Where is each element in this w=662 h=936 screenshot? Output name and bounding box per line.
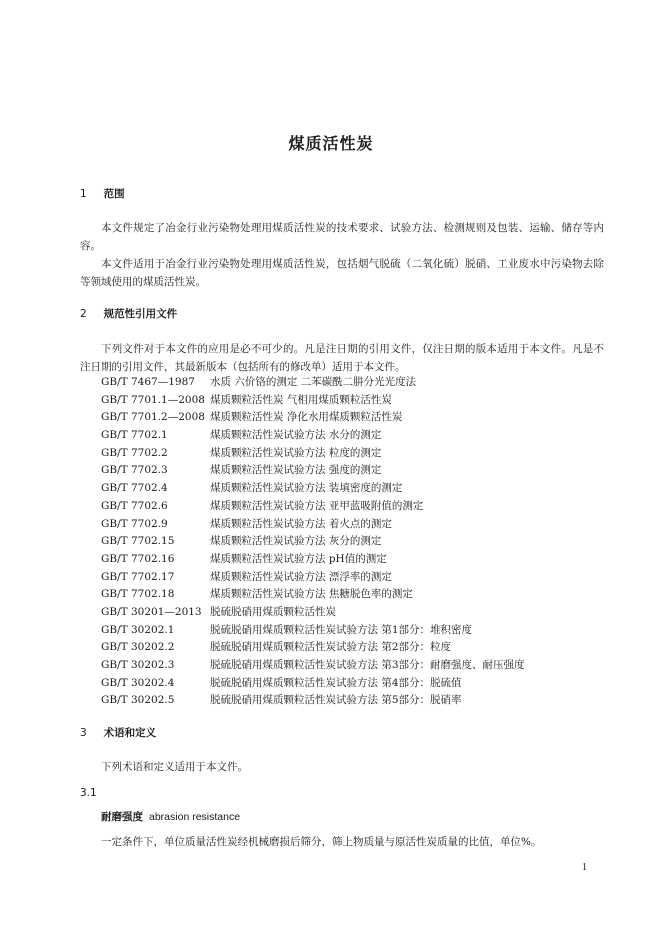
reference-code: GB/T 30202.3	[101, 659, 175, 671]
term-name-cn: 耐磨强度	[101, 811, 143, 823]
section-1-number: 1	[80, 188, 87, 200]
reference-title: 脱硫脱硝用煤质颗粒活性炭试验方法 第2部分：粒度	[210, 641, 452, 654]
reference-code: GB/T 7467—1987	[101, 376, 195, 388]
section-3-intro: 下列术语和定义适用于本文件。	[101, 761, 248, 773]
reference-title: 煤质颗粒活性炭 净化水用煤质颗粒活性炭	[210, 411, 403, 424]
reference-row	[101, 675, 525, 693]
reference-title: 脱硫脱硝用煤质颗粒活性炭	[210, 605, 336, 618]
term-definition: 一定条件下，单位质量活性炭经机械磨损后筛分，筛上物质量与原活性炭质量的比值，单位%。	[101, 836, 542, 848]
reference-code: GB/T 7702.15	[101, 535, 175, 548]
reference-code: GB/T 30202.5	[101, 694, 175, 707]
reference-row	[101, 586, 525, 604]
reference-row	[101, 498, 525, 516]
reference-title: 煤质颗粒活性炭试验方法 亚甲蓝吸附值的测定	[210, 499, 424, 512]
section-2-number: 2	[80, 308, 87, 320]
reference-row	[101, 692, 525, 710]
reference-title: 煤质颗粒活性炭试验方法 水分的测定	[210, 429, 382, 442]
section-1-heading	[80, 186, 125, 201]
reference-row	[101, 409, 525, 427]
section-1-paragraph-2: 本文件适用于冶金行业污染物处理用煤质活性炭，包括烟气脱硫（二氧化硫）脱硝、工业废水中污染物去除等领域使用的煤质活性炭。	[80, 258, 604, 288]
reference-row	[101, 445, 525, 463]
reference-title: 煤质颗粒活性炭试验方法 粒度的测定	[210, 446, 382, 459]
reference-list	[101, 374, 525, 710]
section-3-title: 术语和定义	[103, 727, 157, 739]
reference-row	[101, 427, 525, 445]
reference-code: GB/T 7702.17	[101, 570, 175, 583]
reference-row	[101, 569, 525, 587]
page-number: 1	[582, 862, 587, 873]
reference-title: 煤质颗粒活性炭试验方法 焦糖脱色率的测定	[210, 588, 413, 601]
term-3-1-number-heading	[80, 787, 97, 799]
reference-code: GB/T 30202.4	[101, 676, 175, 689]
reference-title: 煤质颗粒活性炭试验方法 漂浮率的测定	[210, 570, 392, 583]
section-1-title: 范围	[103, 188, 125, 200]
reference-code: GB/T 7701.1—2008	[101, 393, 205, 406]
reference-row	[101, 533, 525, 551]
term-name-en: abrasion resistance	[149, 811, 241, 823]
reference-title: 脱硫脱硝用煤质颗粒活性炭试验方法 第5部分：脱硝率	[210, 694, 462, 707]
document-title: 煤质活性炭	[288, 134, 374, 153]
reference-code: GB/T 30201—2013	[101, 605, 202, 618]
reference-row	[101, 462, 525, 480]
reference-title: 煤质颗粒活性炭 气相用煤质颗粒活性炭	[210, 393, 392, 406]
section-3-heading	[80, 725, 156, 740]
reference-code: GB/T 30202.2	[101, 641, 175, 654]
reference-code: GB/T 7702.9	[101, 517, 168, 530]
reference-title: 煤质颗粒活性炭试验方法 着火点的测定	[210, 517, 392, 530]
reference-title: 煤质颗粒活性炭试验方法 pH值的测定	[210, 552, 387, 565]
reference-title: 水质 六价铬的测定 二苯碳酰二肼分光光度法	[210, 376, 417, 388]
section-2-title: 规范性引用文件	[103, 308, 178, 320]
reference-title: 脱硫脱硝用煤质颗粒活性炭试验方法 第3部分：耐磨强度、耐压强度	[210, 659, 525, 671]
reference-title: 煤质颗粒活性炭试验方法 强度的测定	[210, 464, 382, 477]
reference-code: GB/T 7702.3	[101, 464, 168, 477]
reference-title: 脱硫脱硝用煤质颗粒活性炭试验方法 第1部分：堆积密度	[210, 623, 473, 636]
section-1-paragraph-1: 本文件规定了冶金行业污染物处理用煤质活性炭的技术要求、试验方法、检测规则及包装、运输、储存等内容。	[80, 222, 604, 252]
section-3-number: 3	[80, 727, 87, 739]
reference-row	[101, 374, 525, 392]
reference-code: GB/T 30202.1	[101, 623, 175, 636]
reference-code: GB/T 7702.16	[101, 552, 175, 565]
reference-title: 煤质颗粒活性炭试验方法 装填密度的测定	[210, 482, 403, 495]
reference-row	[101, 480, 525, 498]
section-2-intro: 下列文件对于本文件的应用是必不可少的。凡是注日期的引用文件，仅注日期的版本适用于本文件。凡是不注日期的引用文件，其最新版本（包括所有的修改单）适用于本文件。	[80, 343, 604, 373]
reference-code: GB/T 7702.18	[101, 588, 175, 601]
reference-code: GB/T 7702.2	[101, 446, 168, 459]
reference-code: GB/T 7702.1	[101, 429, 168, 442]
reference-row	[101, 551, 525, 569]
reference-row	[101, 392, 525, 410]
reference-title: 煤质颗粒活性炭试验方法 灰分的测定	[210, 535, 382, 548]
reference-code: GB/T 7701.2—2008	[101, 411, 205, 424]
reference-row	[101, 516, 525, 534]
reference-row	[101, 622, 525, 640]
reference-row	[101, 657, 525, 675]
reference-row	[101, 604, 525, 622]
term-number: 3.1	[80, 787, 97, 799]
reference-code: GB/T 7702.6	[101, 499, 168, 512]
reference-row	[101, 639, 525, 657]
reference-code: GB/T 7702.4	[101, 482, 168, 495]
section-2-heading	[80, 306, 177, 321]
term-heading	[101, 809, 240, 824]
reference-title: 脱硫脱硝用煤质颗粒活性炭试验方法 第4部分：脱硫值	[210, 676, 462, 689]
